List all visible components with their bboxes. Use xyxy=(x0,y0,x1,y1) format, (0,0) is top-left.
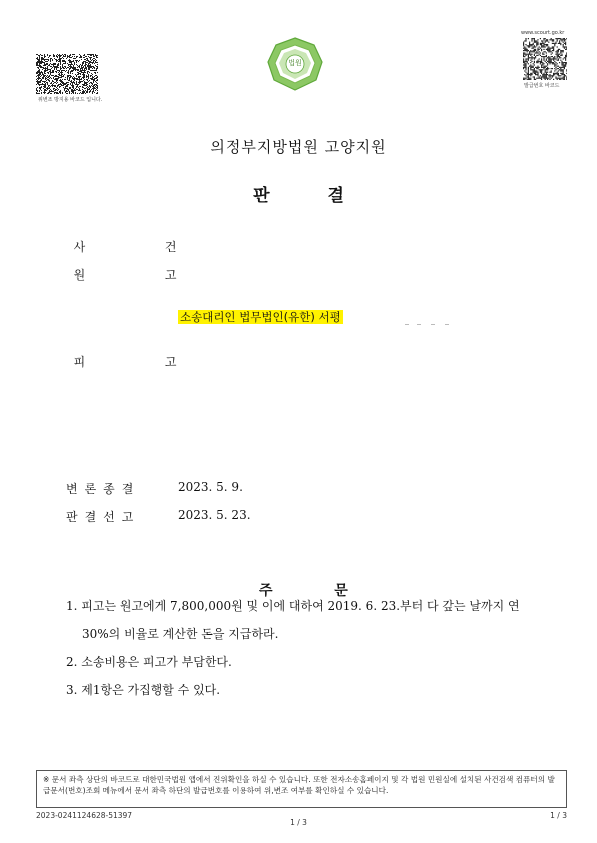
document-title xyxy=(0,181,597,206)
redaction-marks xyxy=(405,312,451,314)
verification-notice: ※ 문서 좌측 상단의 바코드로 대한민국법원 앱에서 진위확인을 하실 수 있습니다. 또한 전자소송홈페이지 및 각 법원 민원실에 설치된 사건검색 컴퓨터의 발급문서(번호)조회 메뉴에서 문서 좌측 하단의 발급번호를 이용하여 위,변조 여부를 확인하실 수 있습니다. xyxy=(36,770,567,808)
issue-barcode xyxy=(523,38,567,80)
closing-label: 변론종결 xyxy=(66,482,141,496)
ruling-date: 2023. 5. 23. xyxy=(178,508,251,522)
issue-barcode-caption: 발급번호 바코드 xyxy=(524,83,560,89)
closing-date: 2023. 5. 9. xyxy=(178,480,243,494)
security-barcode-caption: 위변조 방지용 바코드 입니다. xyxy=(38,97,103,103)
ruling-label: 판결선고 xyxy=(66,510,141,524)
page-number-right: 1 / 3 xyxy=(550,811,567,820)
scourt-url: www.scourt.go.kr xyxy=(521,30,565,36)
title-part-2: 결 xyxy=(327,186,344,206)
order-item-1: 1. 피고는 원고에게 7,800,000원 및 이에 대하여 2019. 6. 23.부터 다 갚는 날까지 연 xyxy=(66,599,520,613)
page-number-center: 1 / 3 xyxy=(290,818,307,827)
order-item-1-cont: 30%의 비율로 계산한 돈을 지급하라. xyxy=(82,627,279,641)
order-item-2: 2. 소송비용은 피고가 부담한다. xyxy=(66,655,232,669)
emblem-label: 법원 xyxy=(288,59,302,67)
plaintiff-counsel: 소송대리인 법무법인(유한) 서평 xyxy=(180,310,341,324)
order-item-3: 3. 제1항은 가집행할 수 있다. xyxy=(66,683,221,697)
issue-number: 2023-0241124628-51397 xyxy=(36,811,133,820)
plaintiff-label: 원 고 xyxy=(73,268,177,282)
defendant-label: 피 고 xyxy=(73,355,177,369)
title-part-1: 판 xyxy=(253,186,270,206)
security-barcode xyxy=(36,54,98,94)
court-emblem xyxy=(264,36,326,92)
court-name: 의정부지방법원 고양지원 xyxy=(210,138,387,156)
order-heading: 주 문 xyxy=(258,583,348,599)
case-label: 사 건 xyxy=(73,240,177,254)
